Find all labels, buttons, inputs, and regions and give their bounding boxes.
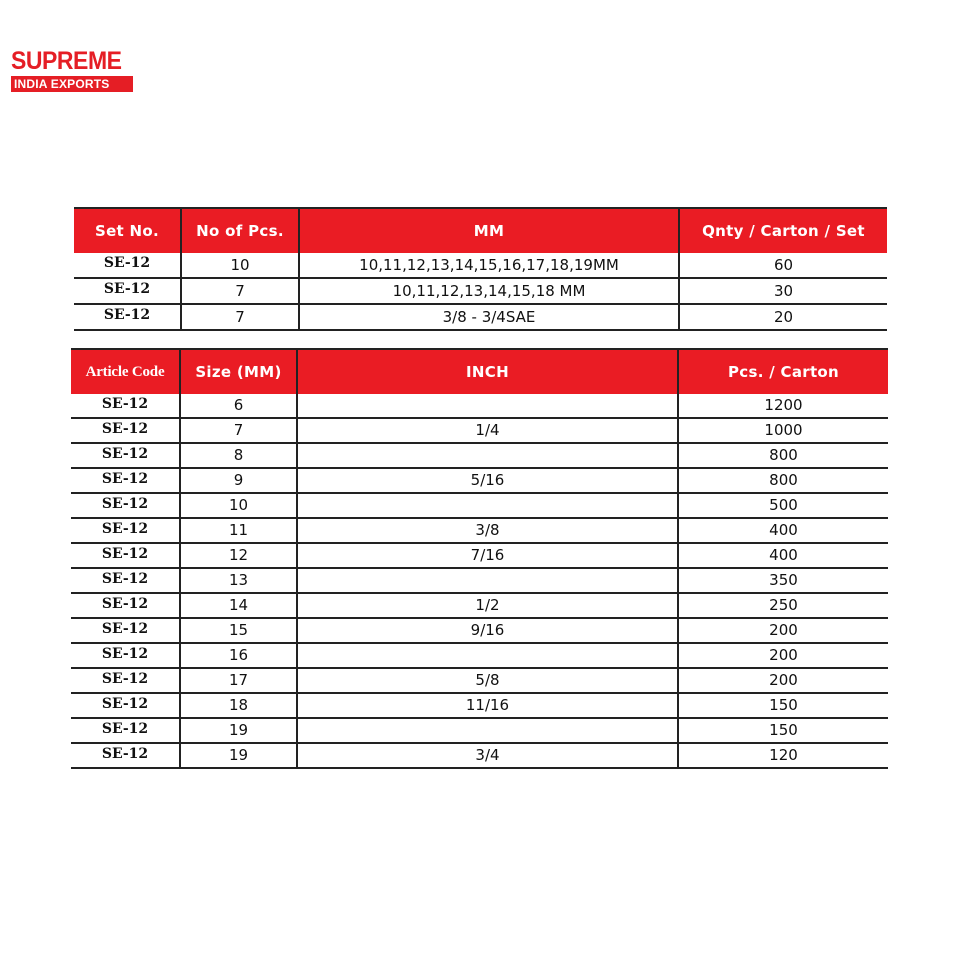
table-row <box>74 253 887 278</box>
mm-cell: 10,11,12,13,14,15,18 MM <box>299 278 679 304</box>
pcs-carton-cell: 500 <box>678 493 888 518</box>
size-mm-cell: 7 <box>180 418 297 443</box>
set-no-cell: SE-12 <box>74 304 181 330</box>
no-of-pcs-header: No of Pcs. <box>181 208 299 253</box>
table-row <box>71 418 888 443</box>
qnty-carton-set-header: Qnty / Carton / Set <box>679 208 887 253</box>
pcs-carton-cell: 800 <box>678 468 888 493</box>
mm-header: MM <box>299 208 679 253</box>
pcs-carton-cell: 400 <box>678 543 888 568</box>
table-row <box>74 278 887 304</box>
table-row <box>71 643 888 668</box>
article-table <box>71 348 888 769</box>
table-row <box>71 718 888 743</box>
inch-cell <box>297 493 678 518</box>
table-row <box>71 518 888 543</box>
size-mm-cell: 9 <box>180 468 297 493</box>
article-code-cell: SE-12 <box>71 668 180 693</box>
inch-cell: 7/16 <box>297 543 678 568</box>
table-row <box>71 693 888 718</box>
article-code-header: Article Code <box>71 349 180 394</box>
inch-cell: 3/4 <box>297 743 678 768</box>
table-row <box>71 618 888 643</box>
size-mm-cell: 12 <box>180 543 297 568</box>
inch-cell: 3/8 <box>297 518 678 543</box>
size-mm-cell: 6 <box>180 394 297 418</box>
article-code-cell: SE-12 <box>71 418 180 443</box>
inch-cell: 11/16 <box>297 693 678 718</box>
article-code-cell: SE-12 <box>71 468 180 493</box>
pcs-carton-header: Pcs. / Carton <box>678 349 888 394</box>
size-mm-header: Size (MM) <box>180 349 297 394</box>
table-row <box>71 743 888 768</box>
size-mm-cell: 13 <box>180 568 297 593</box>
no-of-pcs-cell: 7 <box>181 278 299 304</box>
pcs-carton-cell: 200 <box>678 668 888 693</box>
article-code-cell: SE-12 <box>71 394 180 418</box>
article-code-cell: SE-12 <box>71 743 180 768</box>
inch-cell <box>297 643 678 668</box>
article-code-cell: SE-12 <box>71 593 180 618</box>
article-code-cell: SE-12 <box>71 718 180 743</box>
logo-title: SUPREME <box>11 47 122 75</box>
article-code-cell: SE-12 <box>71 618 180 643</box>
set-no-cell: SE-12 <box>74 253 181 278</box>
size-mm-cell: 10 <box>180 493 297 518</box>
qnty-cell: 30 <box>679 278 887 304</box>
mm-cell: 10,11,12,13,14,15,16,17,18,19MM <box>299 253 679 278</box>
pcs-carton-cell: 800 <box>678 443 888 468</box>
article-code-cell: SE-12 <box>71 493 180 518</box>
no-of-pcs-cell: 7 <box>181 304 299 330</box>
pcs-carton-cell: 150 <box>678 693 888 718</box>
qnty-cell: 20 <box>679 304 887 330</box>
size-mm-cell: 11 <box>180 518 297 543</box>
table-row <box>74 304 887 330</box>
set-no-cell: SE-12 <box>74 278 181 304</box>
pcs-carton-cell: 200 <box>678 643 888 668</box>
inch-cell: 5/8 <box>297 668 678 693</box>
article-code-cell: SE-12 <box>71 568 180 593</box>
table-row <box>71 668 888 693</box>
pcs-carton-cell: 120 <box>678 743 888 768</box>
set-no-header: Set No. <box>74 208 181 253</box>
pcs-carton-cell: 350 <box>678 568 888 593</box>
logo-subtitle: INDIA EXPORTS <box>11 76 133 92</box>
inch-cell: 1/2 <box>297 593 678 618</box>
size-mm-cell: 17 <box>180 668 297 693</box>
article-code-cell: SE-12 <box>71 693 180 718</box>
size-mm-cell: 18 <box>180 693 297 718</box>
inch-cell <box>297 394 678 418</box>
pcs-carton-cell: 150 <box>678 718 888 743</box>
qnty-cell: 60 <box>679 253 887 278</box>
article-code-cell: SE-12 <box>71 518 180 543</box>
article-code-cell: SE-12 <box>71 543 180 568</box>
article-code-cell: SE-12 <box>71 443 180 468</box>
size-mm-cell: 19 <box>180 718 297 743</box>
no-of-pcs-cell: 10 <box>181 253 299 278</box>
size-mm-cell: 8 <box>180 443 297 468</box>
table-row <box>71 593 888 618</box>
article-code-cell: SE-12 <box>71 643 180 668</box>
table-row <box>71 443 888 468</box>
set-table-header-row <box>74 208 887 253</box>
inch-header: INCH <box>297 349 678 394</box>
pcs-carton-cell: 200 <box>678 618 888 643</box>
mm-cell: 3/8 - 3/4SAE <box>299 304 679 330</box>
set-table <box>74 207 887 331</box>
inch-cell: 9/16 <box>297 618 678 643</box>
table-row <box>71 493 888 518</box>
table-row <box>71 543 888 568</box>
pcs-carton-cell: 1000 <box>678 418 888 443</box>
inch-cell: 1/4 <box>297 418 678 443</box>
table-row <box>71 568 888 593</box>
pcs-carton-cell: 400 <box>678 518 888 543</box>
pcs-carton-cell: 250 <box>678 593 888 618</box>
size-mm-cell: 16 <box>180 643 297 668</box>
size-mm-cell: 19 <box>180 743 297 768</box>
inch-cell <box>297 568 678 593</box>
pcs-carton-cell: 1200 <box>678 394 888 418</box>
size-mm-cell: 15 <box>180 618 297 643</box>
brand-logo <box>11 48 135 92</box>
table-row <box>71 468 888 493</box>
size-mm-cell: 14 <box>180 593 297 618</box>
inch-cell <box>297 443 678 468</box>
inch-cell: 5/16 <box>297 468 678 493</box>
table-row <box>71 394 888 418</box>
inch-cell <box>297 718 678 743</box>
article-table-header-row <box>71 349 888 394</box>
